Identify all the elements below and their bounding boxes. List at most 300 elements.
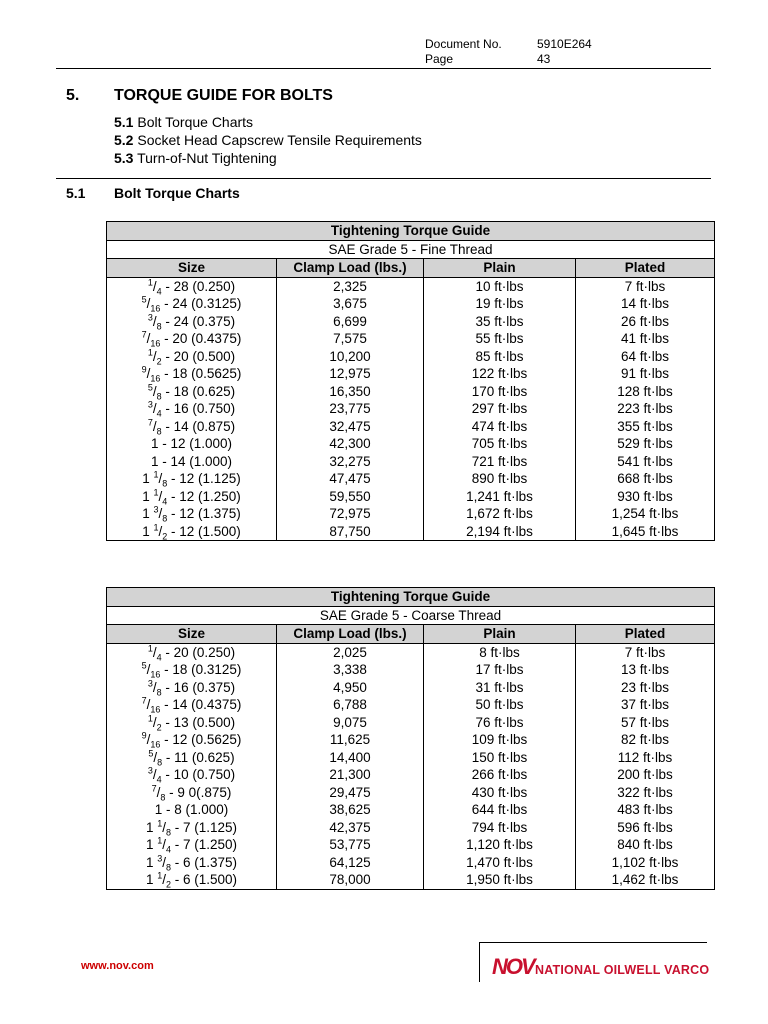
plated-torque-cell: 128 ft·lbs: [576, 383, 715, 401]
size-denominator: 4: [156, 286, 162, 297]
size-thread: - 18 (0.5625): [160, 366, 242, 381]
size-denominator: 8: [166, 862, 172, 873]
size-denominator: 4: [162, 496, 168, 507]
size-denominator: 4: [156, 408, 162, 419]
size-whole: 1: [150, 436, 159, 451]
size-cell: [107, 784, 277, 802]
plain-torque-cell: 122 ft·lbs: [424, 365, 576, 383]
size-thread: - 6 (1.375): [171, 854, 238, 870]
plated-torque-cell: 26 ft·lbs: [576, 313, 715, 331]
footer-divider: [479, 942, 480, 982]
clamp-load-cell: 6,699: [277, 313, 424, 331]
plain-torque-cell: 794 ft·lbs: [424, 819, 576, 837]
size-thread: - 9 0(.875): [165, 784, 232, 800]
plain-torque-cell: 890 ft·lbs: [424, 470, 576, 488]
table-body: [107, 643, 715, 889]
size-thread: - 10 (0.750): [161, 767, 236, 782]
plain-torque-cell: 1,241 ft·lbs: [424, 488, 576, 506]
size-cell: [107, 714, 277, 732]
size-numerator: 9: [141, 730, 147, 741]
size-thread: - 12 (1.125): [167, 471, 241, 486]
page-label: Page: [425, 52, 454, 66]
fraction-slash: /: [162, 854, 166, 870]
plated-torque-cell: 322 ft·lbs: [576, 784, 715, 802]
plated-torque-cell: 91 ft·lbs: [576, 365, 715, 383]
table-row: [107, 643, 715, 661]
table-row: [107, 749, 715, 767]
table-row: [107, 435, 715, 453]
fraction-slash: /: [158, 488, 163, 504]
footer-rule: [479, 942, 707, 943]
size-numerator: 5: [141, 660, 147, 671]
torque-table-fine-thread: [106, 221, 715, 541]
table-row: [107, 819, 715, 837]
size-thread: - 14 (0.875): [161, 418, 236, 434]
clamp-load-cell: 16,350: [277, 383, 424, 401]
size-numerator: 1: [153, 522, 159, 532]
size-thread: - 20 (0.500): [161, 348, 236, 364]
size-numerator: 5: [147, 382, 153, 392]
size-denominator: 16: [150, 373, 161, 384]
fraction-slash: /: [152, 714, 157, 730]
size-whole: 1: [145, 872, 158, 887]
size-cell: [107, 749, 277, 767]
size-denominator: 8: [156, 687, 162, 698]
plain-torque-cell: 474 ft·lbs: [424, 418, 576, 436]
plain-torque-cell: 721 ft·lbs: [424, 453, 576, 471]
clamp-load-cell: 42,300: [277, 435, 424, 453]
fraction-slash: /: [152, 348, 157, 364]
clamp-load-cell: 53,775: [277, 836, 424, 854]
plain-torque-cell: 1,950 ft·lbs: [424, 871, 576, 889]
size-numerator: 3: [153, 504, 159, 515]
size-numerator: 1: [147, 347, 153, 357]
fraction-slash: /: [152, 679, 157, 695]
clamp-load-cell: 59,550: [277, 488, 424, 506]
clamp-load-cell: 3,675: [277, 295, 424, 313]
size-denominator: 16: [150, 704, 161, 715]
plain-torque-cell: 55 ft·lbs: [424, 330, 576, 348]
size-numerator: 7: [141, 329, 147, 340]
fraction-slash: /: [158, 523, 163, 539]
size-denominator: 8: [166, 827, 172, 838]
size-numerator: 1: [153, 469, 159, 480]
plain-torque-cell: 31 ft·lbs: [424, 679, 576, 697]
size-numerator: 7: [151, 783, 157, 793]
clamp-load-cell: 7,575: [277, 330, 424, 348]
size-denominator: 8: [162, 513, 168, 524]
table-row: [107, 679, 715, 697]
clamp-load-cell: 64,125: [277, 854, 424, 872]
plated-torque-cell: 64 ft·lbs: [576, 348, 715, 366]
fraction-slash: /: [162, 872, 166, 887]
size-cell: [107, 295, 277, 313]
toc-item-number: 5.2: [114, 132, 134, 148]
size-numerator: 7: [141, 695, 147, 706]
page-number: 43: [537, 52, 551, 66]
table-row: [107, 696, 715, 714]
fraction-slash: /: [146, 331, 151, 346]
toc-item-label: Turn-of-Nut Tightening: [137, 150, 277, 166]
plated-torque-cell: 596 ft·lbs: [576, 819, 715, 837]
size-denominator: 16: [150, 303, 161, 314]
size-thread: - 24 (0.375): [161, 313, 236, 329]
size-cell: [107, 679, 277, 697]
plated-torque-cell: 200 ft·lbs: [576, 766, 715, 784]
plated-torque-cell: 930 ft·lbs: [576, 488, 715, 506]
plated-torque-cell: 23 ft·lbs: [576, 679, 715, 697]
clamp-load-cell: 38,625: [277, 801, 424, 819]
plated-torque-cell: 529 ft·lbs: [576, 435, 715, 453]
toc-item[interactable]: [114, 131, 422, 149]
size-thread: - 6 (1.500): [171, 872, 238, 887]
size-numerator: 1: [157, 835, 163, 846]
size-cell: [107, 348, 277, 366]
size-thread: - 7 (1.250): [171, 837, 238, 852]
size-cell: [107, 383, 277, 401]
toc-item-number: 5.1: [114, 114, 134, 130]
table-title: Tightening Torque Guide: [107, 588, 715, 607]
plain-torque-cell: 644 ft·lbs: [424, 801, 576, 819]
size-cell: [107, 696, 277, 714]
fraction-slash: /: [152, 767, 157, 782]
table-row: [107, 400, 715, 418]
plain-torque-cell: 705 ft·lbs: [424, 435, 576, 453]
plain-torque-cell: 85 ft·lbs: [424, 348, 576, 366]
section-rule: [56, 178, 711, 179]
size-cell: [107, 854, 277, 872]
fraction-slash: /: [146, 296, 151, 311]
size-denominator: 8: [162, 478, 168, 489]
table-row: [107, 418, 715, 436]
size-cell: [107, 453, 277, 471]
size-cell: [107, 365, 277, 383]
size-denominator: 2: [156, 722, 162, 733]
plated-torque-cell: 668 ft·lbs: [576, 470, 715, 488]
clamp-load-cell: 3,338: [277, 661, 424, 679]
size-numerator: 5: [148, 748, 154, 758]
plain-torque-cell: 266 ft·lbs: [424, 766, 576, 784]
plated-torque-cell: 355 ft·lbs: [576, 418, 715, 436]
column-header-plain: Plain: [424, 259, 576, 278]
plated-torque-cell: 7 ft·lbs: [576, 277, 715, 295]
plain-torque-cell: 150 ft·lbs: [424, 749, 576, 767]
clamp-load-cell: 10,200: [277, 348, 424, 366]
size-denominator: 2: [166, 879, 172, 890]
table-row: [107, 348, 715, 366]
size-cell: [107, 801, 277, 819]
size-thread: - 14 (1.000): [158, 453, 233, 469]
plain-torque-cell: 297 ft·lbs: [424, 400, 576, 418]
plated-torque-cell: 41 ft·lbs: [576, 330, 715, 348]
plain-torque-cell: 109 ft·lbs: [424, 731, 576, 749]
size-numerator: 1: [147, 277, 153, 287]
size-thread: - 12 (1.500): [167, 523, 241, 539]
size-thread: - 18 (0.3125): [160, 662, 242, 677]
size-whole: 1: [154, 802, 163, 817]
size-thread: - 8 (1.000): [162, 802, 229, 817]
size-thread: - 12 (0.5625): [160, 732, 242, 747]
size-numerator: 7: [147, 417, 153, 427]
clamp-load-cell: 32,475: [277, 418, 424, 436]
table-row: [107, 766, 715, 784]
size-cell: [107, 819, 277, 837]
clamp-load-cell: 9,075: [277, 714, 424, 732]
table-row: [107, 295, 715, 313]
size-whole: 1: [142, 488, 154, 504]
plated-torque-cell: 1,254 ft·lbs: [576, 505, 715, 523]
torque-table-coarse-thread: [106, 587, 715, 890]
subsection-title: Bolt Torque Charts: [114, 185, 240, 201]
fraction-slash: /: [158, 471, 163, 486]
size-cell: [107, 330, 277, 348]
size-thread: - 20 (0.4375): [160, 331, 242, 346]
size-cell: [107, 400, 277, 418]
table-row: [107, 383, 715, 401]
size-denominator: 8: [160, 792, 166, 803]
size-denominator: 4: [166, 844, 172, 855]
clamp-load-cell: 42,375: [277, 819, 424, 837]
table-row: [107, 453, 715, 471]
plain-torque-cell: 35 ft·lbs: [424, 313, 576, 331]
toc-list: [114, 113, 422, 167]
size-cell: [107, 661, 277, 679]
table-row: [107, 854, 715, 872]
plated-torque-cell: 541 ft·lbs: [576, 453, 715, 471]
nov-logo-mark: NOV: [492, 954, 534, 979]
size-cell: [107, 435, 277, 453]
plated-torque-cell: 112 ft·lbs: [576, 749, 715, 767]
fraction-slash: /: [146, 697, 151, 712]
plated-torque-cell: 7 ft·lbs: [576, 643, 715, 661]
plain-torque-cell: 17 ft·lbs: [424, 661, 576, 679]
size-thread: - 24 (0.3125): [160, 296, 242, 311]
size-numerator: 3: [147, 765, 153, 776]
size-numerator: 1: [157, 818, 163, 828]
size-cell: [107, 836, 277, 854]
size-denominator: 4: [156, 652, 162, 663]
column-header-clamp-load: Clamp Load (lbs.): [277, 625, 424, 644]
clamp-load-cell: 2,325: [277, 277, 424, 295]
plain-torque-cell: 10 ft·lbs: [424, 277, 576, 295]
plain-torque-cell: 19 ft·lbs: [424, 295, 576, 313]
table-body: [107, 277, 715, 541]
column-header-size: Size: [107, 625, 277, 644]
size-cell: [107, 643, 277, 661]
size-numerator: 9: [141, 364, 147, 375]
size-cell: [107, 731, 277, 749]
table-row: [107, 470, 715, 488]
plated-torque-cell: 483 ft·lbs: [576, 801, 715, 819]
column-header-clamp-load: Clamp Load (lbs.): [277, 259, 424, 278]
table-row: [107, 488, 715, 506]
toc-item-number: 5.3: [114, 150, 134, 166]
size-denominator: 4: [156, 774, 162, 785]
size-denominator: 16: [150, 669, 161, 680]
table-subtitle: SAE Grade 5 - Coarse Thread: [107, 606, 715, 625]
clamp-load-cell: 4,950: [277, 679, 424, 697]
fraction-slash: /: [146, 366, 151, 381]
plated-torque-cell: 223 ft·lbs: [576, 400, 715, 418]
column-header-size: Size: [107, 259, 277, 278]
size-denominator: 8: [157, 757, 163, 768]
doc-number-value: 5910E264: [537, 37, 592, 51]
size-numerator: 3: [147, 399, 153, 410]
size-cell: [107, 277, 277, 295]
toc-item-label: Bolt Torque Charts: [137, 114, 254, 130]
size-denominator: 8: [156, 426, 162, 437]
fraction-slash: /: [152, 401, 157, 416]
plain-torque-cell: 170 ft·lbs: [424, 383, 576, 401]
size-numerator: 3: [147, 312, 153, 322]
footer-url-link[interactable]: www.nov.com: [81, 960, 154, 972]
size-cell: [107, 871, 277, 889]
plated-torque-cell: 82 ft·lbs: [576, 731, 715, 749]
size-thread: - 18 (0.625): [161, 383, 236, 399]
plain-torque-cell: 1,672 ft·lbs: [424, 505, 576, 523]
table-row: [107, 801, 715, 819]
column-header-plain: Plain: [424, 625, 576, 644]
fraction-slash: /: [153, 749, 158, 765]
fraction-slash: /: [146, 732, 151, 747]
plain-torque-cell: 76 ft·lbs: [424, 714, 576, 732]
table-row: [107, 784, 715, 802]
table-row: [107, 871, 715, 889]
size-whole: 1: [142, 471, 154, 486]
size-denominator: 8: [156, 321, 162, 332]
size-thread: - 12 (1.375): [167, 506, 241, 521]
table-row: [107, 505, 715, 523]
size-thread: - 28 (0.250): [161, 278, 236, 294]
clamp-load-cell: 11,625: [277, 731, 424, 749]
size-thread: - 12 (1.000): [158, 436, 233, 451]
table-row: [107, 365, 715, 383]
size-whole: 1: [142, 506, 154, 521]
clamp-load-cell: 32,275: [277, 453, 424, 471]
subsection-number: 5.1: [66, 185, 86, 201]
size-numerator: 1: [157, 870, 163, 881]
plain-torque-cell: 2,194 ft·lbs: [424, 523, 576, 541]
size-cell: [107, 766, 277, 784]
clamp-load-cell: 72,975: [277, 505, 424, 523]
size-cell: [107, 523, 277, 541]
clamp-load-cell: 47,475: [277, 470, 424, 488]
clamp-load-cell: 29,475: [277, 784, 424, 802]
size-thread: - 16 (0.375): [161, 679, 236, 695]
toc-item[interactable]: [114, 149, 422, 167]
toc-item[interactable]: [114, 113, 422, 131]
plated-torque-cell: 57 ft·lbs: [576, 714, 715, 732]
table-row: [107, 661, 715, 679]
clamp-load-cell: 6,788: [277, 696, 424, 714]
plated-torque-cell: 14 ft·lbs: [576, 295, 715, 313]
clamp-load-cell: 78,000: [277, 871, 424, 889]
fraction-slash: /: [158, 506, 163, 521]
size-whole: 1: [142, 523, 154, 539]
clamp-load-cell: 23,775: [277, 400, 424, 418]
plated-torque-cell: 1,645 ft·lbs: [576, 523, 715, 541]
column-header-plated: Plated: [576, 259, 715, 278]
table-title: Tightening Torque Guide: [107, 222, 715, 241]
table-row: [107, 714, 715, 732]
clamp-load-cell: 14,400: [277, 749, 424, 767]
fraction-slash: /: [156, 784, 161, 800]
size-thread: - 14 (0.4375): [160, 697, 242, 712]
size-thread: - 20 (0.250): [161, 644, 236, 660]
table-subtitle: SAE Grade 5 - Fine Thread: [107, 240, 715, 259]
size-whole: 1: [145, 819, 158, 835]
size-denominator: 2: [156, 356, 162, 367]
size-cell: [107, 505, 277, 523]
size-numerator: 5: [141, 294, 147, 305]
plain-torque-cell: 1,470 ft·lbs: [424, 854, 576, 872]
size-cell: [107, 313, 277, 331]
size-numerator: 3: [157, 853, 163, 863]
fraction-slash: /: [152, 383, 157, 399]
fraction-slash: /: [146, 662, 151, 677]
size-cell: [107, 470, 277, 488]
size-numerator: 3: [147, 678, 153, 688]
doc-number-label: Document No.: [425, 37, 502, 51]
size-thread: - 11 (0.625): [162, 749, 235, 765]
column-header-plated: Plated: [576, 625, 715, 644]
fraction-slash: /: [152, 278, 157, 294]
plain-torque-cell: 1,120 ft·lbs: [424, 836, 576, 854]
clamp-load-cell: 2,025: [277, 643, 424, 661]
fraction-slash: /: [162, 837, 166, 852]
clamp-load-cell: 21,300: [277, 766, 424, 784]
header-rule: [56, 68, 711, 69]
size-thread: - 16 (0.750): [161, 401, 236, 416]
size-thread: - 7 (1.125): [171, 819, 238, 835]
clamp-load-cell: 12,975: [277, 365, 424, 383]
plain-torque-cell: 50 ft·lbs: [424, 696, 576, 714]
plated-torque-cell: 1,102 ft·lbs: [576, 854, 715, 872]
size-numerator: 1: [147, 643, 153, 653]
size-cell: [107, 488, 277, 506]
size-whole: 1: [145, 854, 158, 870]
size-denominator: 2: [162, 531, 168, 542]
toc-item-label: Socket Head Capscrew Tensile Requirements: [137, 132, 422, 148]
plated-torque-cell: 1,462 ft·lbs: [576, 871, 715, 889]
size-numerator: 1: [153, 487, 159, 497]
table-row: [107, 731, 715, 749]
plain-torque-cell: 430 ft·lbs: [424, 784, 576, 802]
fraction-slash: /: [152, 313, 157, 329]
size-cell: [107, 418, 277, 436]
size-thread: - 12 (1.250): [167, 488, 241, 504]
section-number: 5.: [66, 87, 80, 104]
plain-torque-cell: 8 ft·lbs: [424, 643, 576, 661]
size-whole: 1: [150, 453, 159, 469]
table-row: [107, 836, 715, 854]
plated-torque-cell: 840 ft·lbs: [576, 836, 715, 854]
fraction-slash: /: [152, 418, 157, 434]
table-row: [107, 277, 715, 295]
size-denominator: 8: [156, 391, 162, 402]
table-row: [107, 523, 715, 541]
size-denominator: 16: [150, 739, 161, 750]
plated-torque-cell: 13 ft·lbs: [576, 661, 715, 679]
size-numerator: 1: [147, 713, 153, 723]
table-row: [107, 330, 715, 348]
fraction-slash: /: [162, 819, 166, 835]
size-whole: 1: [145, 837, 158, 852]
table-row: [107, 313, 715, 331]
size-thread: - 13 (0.500): [161, 714, 236, 730]
company-name: NATIONAL OILWELL VARCO: [535, 963, 710, 977]
section-title: TORQUE GUIDE FOR BOLTS: [114, 87, 333, 104]
